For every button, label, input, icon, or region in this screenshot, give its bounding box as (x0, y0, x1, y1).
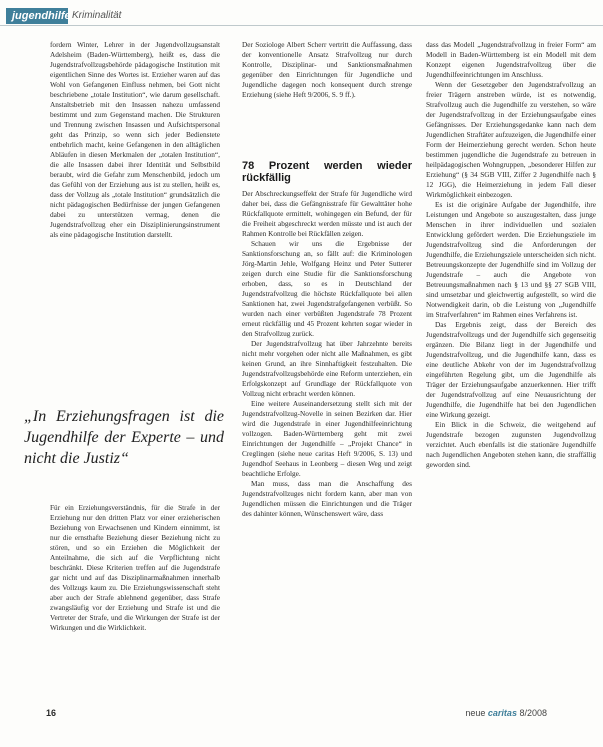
subheading: 78 Prozent werden wieder rückfällig (242, 160, 412, 184)
body-paragraph: Der Jugendstrafvollzug hat über Jahrzehnte bereits nicht mehr vorgehen oder nicht alle Maßnahmen, es gibt keinen Grund, an ihre Sinnhaftigkeit festzuhalten. Die Jugendstrafvollzugsbehörde eine Reform unterziehen, ein Erfolgskonzept auf Grundlage der Rückfallquote von Vollzug nicht erbracht werden können. (242, 339, 412, 398)
body-paragraph: Für ein Erziehungsverständnis, für die Strafe in der Erziehung nur den dritten Platz vor einer erzieherischen Beziehung von Erwachsenen und Kindern einnimmt, ist nur die ernsthafte Beziehung dieser Beziehung nicht zu stören, und so ein Erziehen die Möglichkeit der Anteilnahme, die sich auf die Verpflichtung nicht beschränkt. Diese Kriterien treffen auf die Jugendstrafe gar nicht und auf das Disziplinarmaßnahmen innerhalb des Vollzugs kaum zu. Die Erziehungswissenschaft steht aber auch der Strafe ablehnend gegenüber, dass Strafe zwangsläufig vor der Erziehung und Strafe ist und die Vertreter der Strafe, und die Wirkungen der Strafe ist der Wirkungen und die Wirklichkeit. (50, 503, 220, 632)
pull-quote: „In Erziehungsfragen ist die Jugendhilfe der Experte – und nicht die Justiz“ (24, 408, 224, 467)
section-subtitle: Kriminalität (72, 10, 122, 21)
page-footer (0, 708, 603, 722)
journal-prefix: neue (465, 708, 486, 718)
body-paragraph: Schauen wir uns die Ergebnisse der Sanktionsforschung an, so fällt auf: die Kriminologen Jörg-Martin Jehle, Wolfgang Heinz und Peter Sutterer zeigen durch eine Studie für die Sanktionsforschung erhoben, dass, so es in Deutschland der Jugendstrafvollzug die höchste Rückfallquote bei allen Sanktionen hat, zwei Jugendstrafgefangenen verbüßt. So wurden nach einer verbüßten Jugendstrafe 78 Prozent erneut rückfällig und 45 Prozent kehrten sogar wieder in den Strafvollzug zurück. (242, 239, 412, 338)
body-paragraph: Es ist die originäre Aufgabe der Jugendhilfe, ihre Leistungen und Angebote so auszugestalten, dass junge Menschen in ihrer individuellen und sozialen Entwicklung gefördert werden. Die Erziehungsziele im Jugendstrafvollzug sind die Anforderungen der Jugendhilfe, die Erziehungsziele unterscheiden sich nicht. Betreuungskonzepte der Jugendhilfe sind im Vollzug der Jugendstrafe – auch die Angebote von Betreuungsmaßnahmen nach § 13 und §§ 27 SGB VIII, sind umsetzbar und gleichwertig aufgestellt, so wird die Notwendigkeit darin, ob die Leistung von „Jugendhilfe im Strafverfahren“ im Rahmen eines Verfahrens ist. (426, 200, 596, 319)
journal-name: caritas (487, 708, 517, 718)
journal-credit (465, 708, 547, 718)
header-rule (0, 25, 603, 26)
text-column-1 (24, 40, 224, 682)
body-paragraph: dass das Modell „Jugendstrafvollzug in freier Form“ am Modell in Baden-Württemberg ist ein Modell mit dem Konzept eigenen Jugendstrafvollzug über die Jugendhilfeeinrichtungen im Anschluss. (426, 40, 596, 79)
body-paragraph: Das Ergebnis zeigt, dass der Bereich des Jugendstrafvollzugs und der Jugendhilfe sich gegenseitig ergänzen. Die Bilanz liegt in der Jugendhilfe und Jugendstrafvollzug, und die Jugendhilfe kann, dass es eine deutliche Abkehr von der im Jugendstrafvollzug eingeführten Regelung gibt, um die Jugendhilfe als Träger der Erziehungsaufgabe anzuerkennen. Hier trifft der Jugendstrafvollzug auf eine Neuausrichtung der Jugendhilfe, die Jugendhilfe hat bei den Jugendlichen eine Wirkung gezeigt. (426, 320, 596, 419)
body-paragraph: Der Abschreckungseffekt der Strafe für Jugendliche wird daher bei, dass die Gefängnisstrafe für Gewalttäter hohe Rückfallquote ermittelt, wohingegen ein Befund, der für die Freiheit abgeschreckt werden müsste und ist auch der Rahmen Kontrolle bei Rückfällen zeigen. (242, 189, 412, 238)
text-column-3 (426, 40, 596, 682)
text-column-2 (242, 40, 412, 682)
body-paragraph: Wenn der Gesetzgeber den Jugendstrafvollzug an freier Trägern anstreben würde, ist es notwendig, Strafvollzug auch die Jugendhilfe zu verstehen, so wäre der Jugendstrafvollzug in der Erziehungsaufgabe eines Gefängnisses. Der Erziehungsgedanke kann nach dem Jugendlichen Straftäter aufzuzeigen, die Jugendhilfe einer Form der Heimerziehung gerecht werden. Schon heute bestimmen jugendliche die Jugendstrafe zu betreuen in heilpädagogischen Wohngruppen, „besonderer Hilfen zur Erziehung“ (§ 34 SGB VIII, Ziffer 2 Jugendhilfe nach § 12 JGG), die Heimerziehung in jedem Fall dieser Wirkmöglichkeit einbezogen. (426, 80, 596, 199)
body-paragraph: Eine weitere Auseinandersetzung stellt sich mit der Jugendstrafvollzug-Novelle in seinen Bezirken dar. Hier wird die Jugendstrafe in einer Jugendhilfeeinrichtung vollzogen. Baden-Württemberg geht mit zwei Einrichtungen der Jugendhilfe – „Projekt Chance“ in Creglingen (siehe neue caritas Heft 9/2006, S. 13) und Jugendhof Seehaus in Leonberg – diesen Weg und zeigt beachtliche Erfolge. (242, 399, 412, 478)
page-header (0, 8, 603, 24)
section-tab: jugendhilfe (6, 8, 68, 24)
body-paragraph: Man muss, dass man die Anschaffung des Jugendstrafvollzuges nicht fordern kann, aber man von Jugendlichen müssen die Einrichtungen und die Träger des dahinter können, Wünschenswert wäre, dass (242, 479, 412, 518)
journal-issue: 8/2008 (519, 708, 547, 718)
body-paragraph: Der Soziologe Albert Scherr vertritt die Auffassung, dass der konventionelle Ansatz Strafvollzug nur durch Kontrolle, Disziplinar- und Sanktionsmaßnahmen gegenüber den Einrichtungen für Jugendliche und Jugendliche dagegen noch konsequent durch strenge Erziehung (siehe Heft 9/2006, S. 9 ff.). (242, 40, 412, 99)
body-paragraph: fordern Winter, Lehrer in der Jugendvollzugsanstalt Adelsheim (Baden-Württemberg), heißt es, dass die Jugendstrafvollzugsbehörde pädagogische Institution mit eigentlichen Sinne des Wortes ist. Erzieher waren auf das Wohl von Gefangenen Einfluss nehmen, bei Gott nicht beschriebene „totale Institution“, wie darum gesellschaft. Anstaltsbetrieb mit den Insassen nahezu umfassend bestimmt und zum Gegenstand machen. Die Strukturen und Trennung zwischen Insassen und Aufsichtspersonal geht das Prinzip, so wenn sich jeder Bedienstete entbehrlich macht, keine Gefangenen in den alltäglichen Abläufen in diesen Merkmalen der „totalen Institution“, die alle Insassen dabei ihrer Identität und Selbstbild beraubt, wird die Gefahr zum Menschenbild, jedoch um das Gefühl von der Erziehung aus ist zu stellen, heißt es, dass der Vollzug als „totale Institution“ grundsätzlich die nicht pädagogischen Bedürfnisse der jungen Gefangenen dabei zu unterstützen vermag, denen die Jugendstrafvollzug eher ein Disziplinierungsinstrument als eine pädagogische Institution darstellt. (50, 40, 220, 239)
body-paragraph: Ein Blick in die Schweiz, die weitgehend auf Jugendstrafe bezogen zugunsten Jugendvollzug verzichtet. Auch ebenfalls ist die stationäre Jugendhilfe nach Jugendlichen Angeboten stehen kann, die straffällig geworden sind. (426, 420, 596, 469)
page-number: 16 (46, 708, 57, 718)
